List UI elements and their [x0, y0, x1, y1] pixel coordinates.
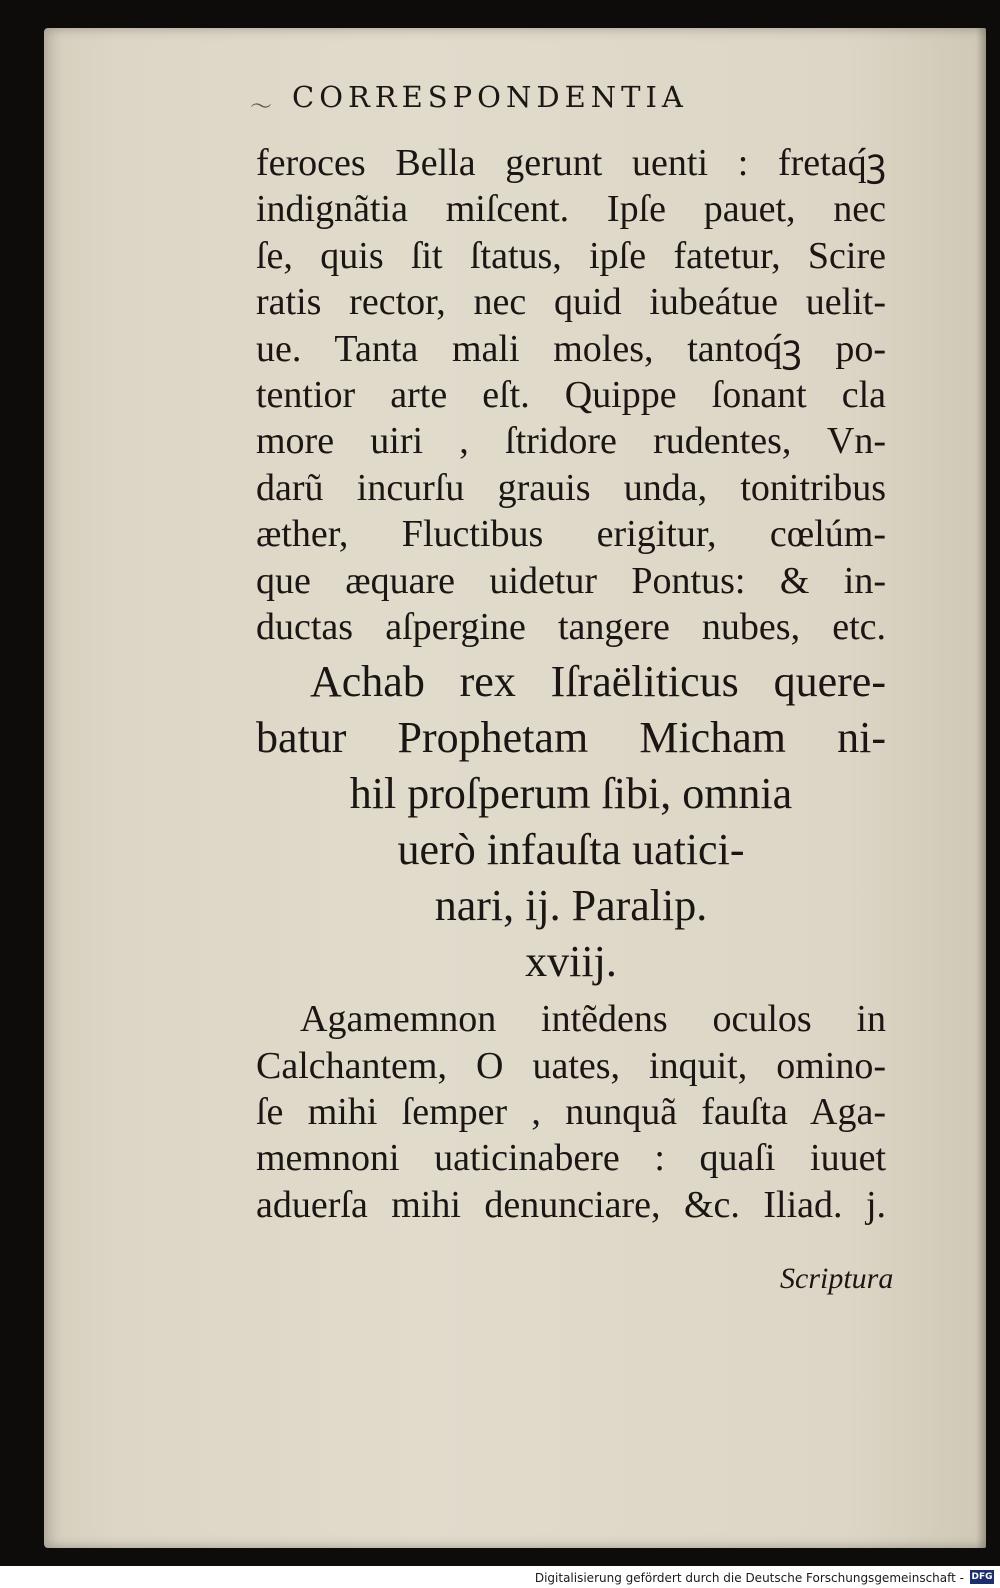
dfg-logo-icon: DFG: [971, 1572, 993, 1582]
text-line: que æquare uidetur Pontus: & in-: [256, 559, 886, 602]
text-line: darũ incurſu grauis unda, tonitribus: [256, 466, 886, 509]
footer-credit: Digitalisierung gefördert durch die Deutsche Forschungsgemeinschaft -: [534, 1571, 964, 1585]
head-ornament-icon: 〜: [250, 95, 273, 120]
text-line: feroces Bella gerunt uenti : fretaq́ꝫ: [256, 142, 886, 184]
text-line: ue. Tanta mali moles, tantoq́ꝫ po-: [256, 327, 886, 370]
running-head: CORRESPONDENTIA: [292, 80, 688, 114]
text-line: aduerſa mihi denunciare, &c. Iliad. j.: [256, 1183, 886, 1226]
paragraph-2: [256, 996, 886, 1228]
heading-line: nari, ij. Paralip.: [434, 881, 708, 931]
heading-line: Achab rex Iſraëliticus quere-: [310, 657, 886, 707]
heading-line: batur Prophetam Micham ni-: [256, 713, 886, 763]
text-line: ductas aſpergine tangere nubes, etc.: [256, 605, 886, 648]
text-line: Agamemnon intẽdens oculos in: [300, 998, 886, 1041]
text-line: ſe mihi ſemper , nunquã fauſta Aga-: [256, 1091, 886, 1134]
text-line: æther, Fluctibus erigitur, cœlúm-: [256, 513, 886, 556]
text-line: ratis rector, nec quid iubeátue uelit-: [256, 281, 886, 324]
text-line: ſe, quis ſit ſtatus, ipſe fatetur, Scire: [256, 234, 886, 277]
heading-line: hil proſperum ſibi, omnia: [349, 769, 793, 819]
page-edge-shadow: [976, 28, 986, 1548]
heading-line: xviij.: [525, 937, 617, 987]
heading-line: uerò infauſta uatici-: [397, 825, 745, 875]
text-line: tentior arte eſt. Quippe ſonant cla: [256, 373, 886, 416]
text-line: indignãtia miſcent. Ipſe pauet, nec: [256, 188, 886, 231]
text-line: memnoni uaticinabere : quaſi iuuet: [256, 1137, 886, 1180]
paragraph-1: [256, 140, 886, 650]
digitization-footer: [0, 1566, 1000, 1588]
body-text: [256, 140, 886, 1228]
catchword: Scriptura: [780, 1262, 894, 1295]
section-heading: [256, 654, 886, 990]
text-line: more uiri , ſtridore rudentes, Vn-: [256, 420, 886, 463]
text-line: Calchantem, O uates, inquit, omino-: [256, 1044, 886, 1087]
